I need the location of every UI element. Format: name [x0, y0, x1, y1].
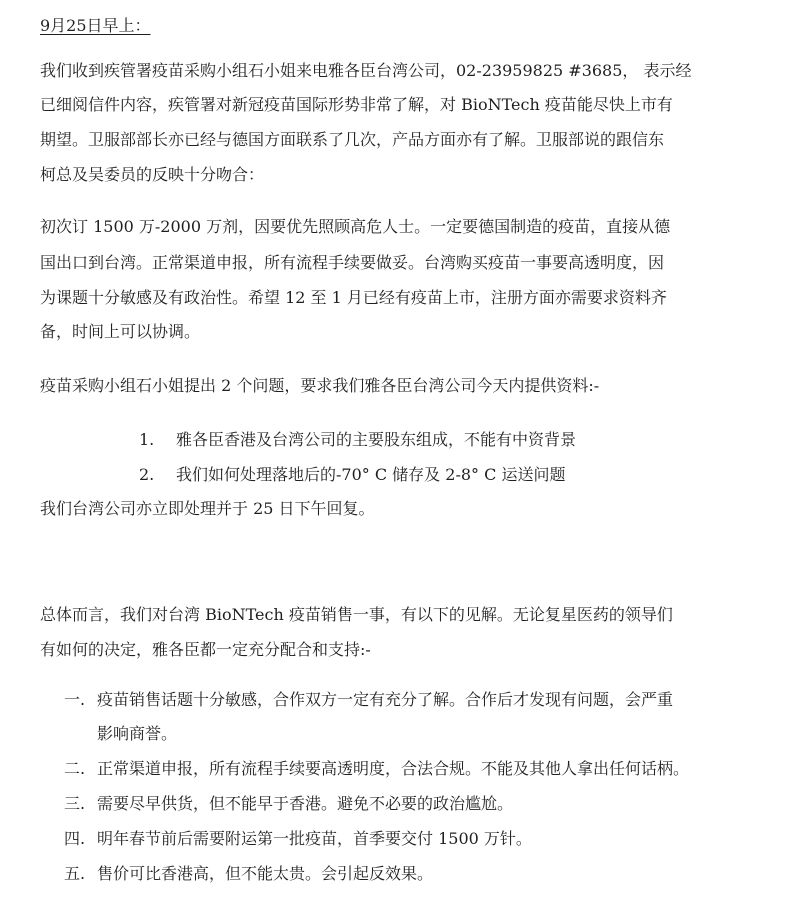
paragraph-1-line-1: 我们收到疾管署疫苗采购小组石小姐来电雅各臣台湾公司，02-23959825 #3685， 表示经	[40, 61, 692, 80]
point-label: 一.	[64, 690, 86, 709]
point-text: 明年春节前后需要附运第一批疫苗，首季要交付 1500 万针。	[97, 829, 532, 848]
point-text: 需要尽早供货，但不能早于香港。避免不必要的政治尴尬。	[97, 794, 514, 813]
point-label: 四.	[64, 829, 86, 848]
paragraph-2-line-1: 初次订 1500 万-2000 万剂，因要优先照顾高危人士。一定要德国制造的疫苗，直接从德	[40, 217, 671, 236]
point-label: 五.	[64, 864, 86, 883]
point-label: 二.	[64, 759, 86, 778]
point-text: 售价可比香港高，但不能太贵。会引起反效果。	[97, 864, 434, 883]
point-label: 三.	[64, 794, 86, 813]
paragraph-1-line-2: 已细阅信件内容，疾管署对新冠疫苗国际形势非常了解，对 BioNTech 疫苗能尽快上市有	[40, 95, 673, 114]
point-text: 疫苗销售话题十分敏感，合作双方一定有充分了解。合作后才发现有问题，会严重	[97, 690, 674, 709]
paragraph-1-line-3: 期望。卫服部部长亦已经与德国方面联系了几次，产品方面亦有了解。卫服部说的跟信东	[40, 130, 665, 149]
paragraph-3-intro: 疫苗采购小组石小姐提出 2 个问题，要求我们雅各臣台湾公司今天内提供资料:-	[40, 376, 600, 395]
list-item-text: 雅各臣香港及台湾公司的主要股东组成，不能有中资背景	[176, 430, 577, 449]
paragraph-4-line-1: 总体而言，我们对台湾 BioNTech 疫苗销售一事，有以下的见解。无论复星医药的领导们	[40, 605, 673, 624]
paragraph-2-line-3: 为课题十分敏感及有政治性。希望 12 至 1 月已经有疫苗上市，注册方面亦需要求资料齐	[40, 288, 667, 307]
list-item-number: 2.	[139, 465, 155, 484]
point-text: 正常渠道申报，所有流程手续要高透明度，合法合规。不能及其他人拿出任何话柄。	[97, 759, 690, 778]
point-text: 影响商誉。	[97, 724, 178, 743]
paragraph-3-closing: 我们台湾公司亦立即处理并于 25 日下午回复。	[40, 499, 375, 518]
paragraph-2-line-4: 备，时间上可以协调。	[40, 322, 201, 341]
paragraph-4-line-2: 有如何的决定，雅各臣都一定充分配合和支持:-	[40, 640, 371, 659]
list-item-number: 1.	[139, 430, 155, 449]
list-item-text: 我们如何处理落地后的-70° C 储存及 2-8° C 运送问题	[176, 465, 566, 484]
document-heading: 9月25日早上：	[40, 16, 151, 35]
paragraph-1-line-4: 柯总及吴委员的反映十分吻合：	[40, 165, 265, 184]
paragraph-2-line-2: 国出口到台湾。正常渠道申报，所有流程手续要做妥。台湾购买疫苗一事要高透明度，因	[40, 253, 665, 272]
